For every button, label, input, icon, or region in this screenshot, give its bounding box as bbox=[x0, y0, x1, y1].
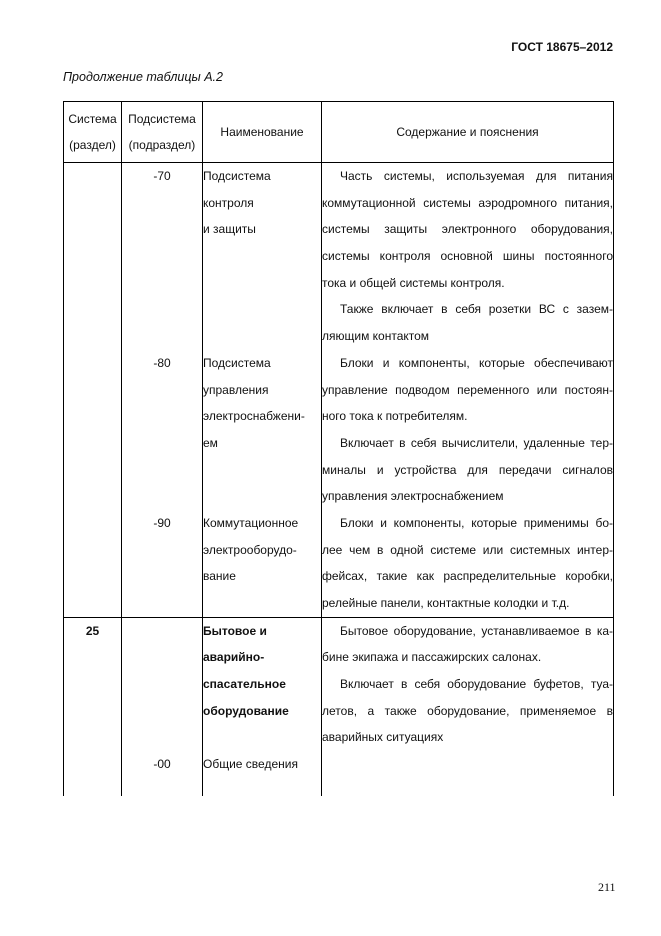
subsystem-code: -80 bbox=[153, 355, 171, 370]
desc-line: Блоки и компоненты, которые обеспечивают bbox=[340, 355, 613, 370]
desc-line: Включает в себя оборудование буфетов, туа- bbox=[340, 677, 613, 692]
page-number: 211 bbox=[598, 880, 616, 894]
desc-line: коммутационной системы аэродромного питания, bbox=[322, 195, 613, 210]
name-line: Коммутационное bbox=[203, 515, 299, 530]
desc-line: Блоки и компоненты, которые применимы бо- bbox=[340, 515, 613, 530]
desc-line: лее чем в одной системе или системных интер- bbox=[322, 542, 613, 557]
desc-line: тока и общей системы контроля. bbox=[322, 275, 505, 290]
description-cell bbox=[322, 163, 614, 350]
header-system-line: (раздел) bbox=[69, 138, 116, 152]
name-line: электрооборудо- bbox=[203, 542, 297, 557]
desc-line: Включает в себя вычислители, удаленные тер- bbox=[340, 435, 613, 450]
desc-line: ного тока к потребителям. bbox=[322, 409, 468, 424]
name-line: спасательное bbox=[203, 677, 286, 692]
subsystem-cell bbox=[122, 751, 203, 796]
name-line: Бытовое и bbox=[203, 623, 267, 638]
desc-line: управления электроснабжением bbox=[322, 489, 504, 504]
name-line: ем bbox=[203, 435, 218, 450]
subsystem-code: -00 bbox=[153, 757, 171, 772]
subsystem-cell bbox=[122, 163, 203, 350]
desc-line: фейсах, такие как распределительные коробки, bbox=[322, 569, 613, 584]
name-line: электроснабжени- bbox=[203, 409, 305, 424]
desc-line: системы контроля основной шины постоянного bbox=[322, 249, 613, 264]
document-id: ГОСТ 18675–2012 bbox=[511, 40, 613, 54]
subsystem-cell bbox=[122, 350, 203, 510]
name-line: контроля bbox=[203, 195, 254, 210]
system-cell bbox=[64, 163, 122, 350]
header-description: Содержание и пояснения bbox=[322, 102, 614, 163]
desc-line: бине экипажа и пассажирских салонах. bbox=[322, 650, 542, 665]
header-subsystem-line: (подраздел) bbox=[128, 138, 196, 152]
name-line: и защиты bbox=[203, 222, 256, 237]
name-line: Подсистема bbox=[203, 169, 271, 183]
table-row bbox=[64, 163, 614, 350]
name-line: вание bbox=[203, 569, 236, 584]
desc-line: летов, а также оборудование, применяемое в bbox=[322, 703, 613, 718]
desc-line: системы защиты электронного оборудования, bbox=[322, 222, 613, 237]
table-row bbox=[64, 751, 614, 796]
table-row bbox=[64, 510, 614, 617]
desc-line: Бытовое оборудование, устанавливаемое в ка- bbox=[340, 623, 613, 638]
description-cell bbox=[322, 617, 614, 751]
table-header-row bbox=[64, 102, 614, 163]
header-system bbox=[64, 102, 122, 163]
name-line: аварийно- bbox=[203, 650, 265, 665]
desc-line: ляющим контактом bbox=[322, 329, 430, 344]
subsystem-cell bbox=[122, 510, 203, 617]
subsystem-code: -70 bbox=[153, 169, 171, 183]
system-cell bbox=[64, 510, 122, 617]
header-subsystem-line: Подсистема bbox=[128, 112, 196, 126]
header-name: Наименование bbox=[203, 102, 322, 163]
name-cell bbox=[203, 350, 322, 510]
header-subsystem bbox=[122, 102, 203, 163]
subsystem-cell bbox=[122, 617, 203, 751]
name-cell bbox=[203, 617, 322, 751]
table-caption: Продолжение таблицы А.2 bbox=[63, 70, 223, 84]
desc-line: Часть системы, используемая для питания bbox=[340, 169, 613, 183]
desc-line: релейные панели, контактные колодки и т.д. bbox=[322, 596, 570, 610]
description-cell bbox=[322, 510, 614, 617]
description-cell bbox=[322, 350, 614, 510]
desc-line: Также включает в себя розетки ВС с зазем- bbox=[340, 302, 613, 317]
name-line: Общие сведения bbox=[203, 757, 298, 772]
desc-line: миналы и устройства для передачи сигналов bbox=[322, 462, 613, 477]
subsystem-code: -90 bbox=[153, 515, 171, 530]
spec-table bbox=[63, 101, 614, 796]
name-line: Подсистема bbox=[203, 355, 271, 370]
desc-line: аварийных ситуациях bbox=[322, 730, 444, 745]
description-cell bbox=[322, 751, 614, 796]
name-line: управления bbox=[203, 382, 269, 397]
table-row bbox=[64, 350, 614, 510]
system-cell bbox=[64, 350, 122, 510]
name-cell bbox=[203, 751, 322, 796]
name-cell bbox=[203, 163, 322, 350]
system-cell bbox=[64, 751, 122, 796]
desc-line: управление подводом переменного или постоян- bbox=[322, 382, 613, 397]
table-row bbox=[64, 617, 614, 751]
system-code: 25 bbox=[85, 623, 100, 638]
system-cell bbox=[64, 617, 122, 751]
name-cell bbox=[203, 510, 322, 617]
name-line: оборудование bbox=[203, 703, 289, 718]
header-system-line: Система bbox=[68, 112, 117, 126]
